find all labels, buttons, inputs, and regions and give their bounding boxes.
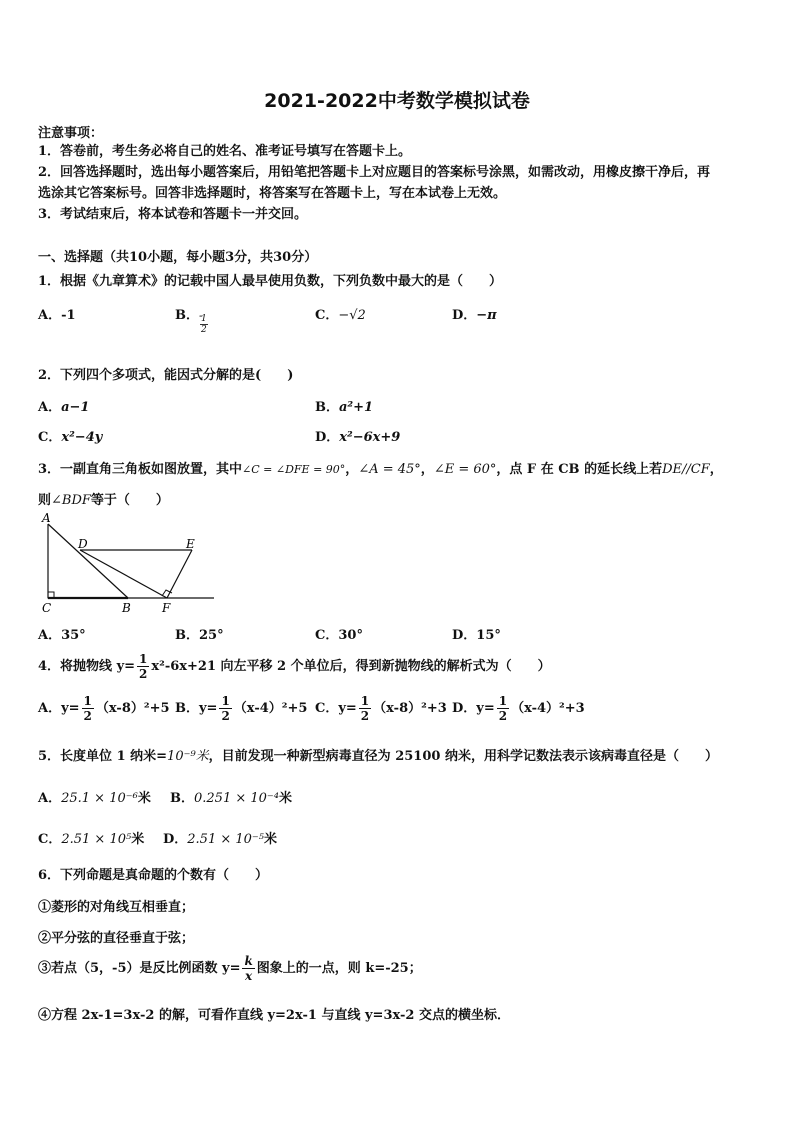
q3-stem-line1 [38, 458, 723, 477]
q1-option-a: A．-1 [38, 308, 76, 323]
q4-option-b-rest: （x-4）²+5 [233, 701, 308, 716]
q4-option-a [38, 692, 170, 726]
q5-stem [38, 745, 718, 764]
q5-stem-part1: 5．长度单位 1 纳米= [38, 749, 168, 764]
q3-sep-2: ， [420, 462, 434, 477]
q2-stem: 2．下列四个多项式，能因式分解的是( ) [38, 368, 294, 383]
q4-option-b-fraction [219, 694, 231, 723]
q5-option-c-label: C． [38, 832, 62, 847]
q4-stem-part1: 4．将抛物线 y= [38, 659, 136, 674]
q5-option-d [163, 828, 277, 847]
q2-option-d-value: x²−6x+9 [339, 430, 401, 445]
q6-statement-3-part2: 图象上的一点，则 k=-25； [256, 961, 422, 976]
fig-label-c: C [42, 601, 52, 615]
notes-heading: 注意事项： [38, 126, 104, 141]
q1-option-b-sign: - [199, 309, 203, 322]
q6-statement-1: ①菱形的对角线互相垂直； [38, 900, 195, 915]
q3-sep-1: ， [345, 462, 359, 477]
q5-option-a-value: 25.1 × 10⁻⁶ [61, 791, 138, 806]
q4-option-b-den: 2 [221, 709, 230, 723]
q2-option-b-value: a²+1 [339, 400, 374, 415]
q5-stem-part2: ，目前发现一种新型病毒直径为 25100 纳米，用科学记数法表示该病毒直径是（ ） [208, 749, 718, 764]
q5-option-a-label: A． [38, 791, 62, 806]
page-title: 2021-2022中考数学模拟试卷 [264, 90, 530, 112]
q4-numerator: 1 [139, 652, 148, 666]
q5-option-b-unit: 米 [279, 791, 293, 806]
q3-stem-part1: 3．一副直角三角板如图放置，其中 [38, 462, 243, 477]
q6-statement-3-fraction [242, 954, 254, 983]
q2-option-d [315, 426, 400, 445]
q4-stem [38, 652, 551, 682]
q4-option-c-rest: （x-8）²+3 [373, 701, 447, 716]
q1-stem: 1．根据《九章算术》的记载中国人最早使用负数，下列负数中最大的是（ ） [38, 274, 503, 289]
q6-statement-3 [38, 952, 422, 986]
q4-option-d-fraction [497, 694, 509, 723]
q5-option-b-value: 0.251 × 10⁻⁴ [194, 791, 279, 806]
q4-option-b-label: B．y= [175, 701, 218, 716]
fig-label-d: D [78, 537, 88, 551]
note-item-2-cont: 选涂其它答案标号。回答非选择题时，将答案写在答题卡上，写在本试卷上无效。 [38, 186, 507, 201]
q6-stem: 6．下列命题是真命题的个数有（ ） [38, 868, 269, 883]
q2-option-a [38, 396, 89, 415]
q3-condition-right-angles: ∠C = ∠DFE = 90° [242, 463, 346, 476]
q3-option-b: B．25° [175, 628, 224, 643]
note-item-2: 2．回答选择题时，选出每小题答案后，用铅笔把答题卡上对应题目的答案标号涂黑，如需改动，用橡皮擦干净后，再 [38, 165, 711, 180]
q6-statement-4: ④方程 2x-1=3x-2 的解，可看作直线 y=2x-1 与直线 y=3x-2 交点的横坐标． [38, 1008, 510, 1023]
q4-stem-part2: x²-6x+21 向左平移 2 个单位后，得到新抛物线的解析式为（ ） [151, 659, 551, 674]
q5-option-d-value: 2.51 × 10⁻⁵ [187, 832, 264, 847]
q4-denominator: 2 [139, 667, 148, 681]
q4-fraction [137, 652, 149, 681]
q5-option-a-unit: 米 [137, 791, 151, 806]
q3-stem-line2 [38, 489, 169, 508]
q3-angle-bdf: ∠BDF [51, 493, 91, 508]
q1-option-d [452, 304, 497, 323]
q4-option-c-den: 2 [360, 709, 370, 723]
q4-option-b-num: 1 [221, 694, 230, 708]
q5-option-b-label: B． [170, 791, 194, 806]
q3-option-d: D．15° [452, 628, 501, 643]
q3-condition-parallel: DE//CF [662, 462, 710, 477]
q6-fraction-num: k [244, 954, 253, 968]
q1-option-c-value: −√2 [338, 308, 366, 323]
fig-line-df [80, 550, 167, 598]
q4-option-a-label: A．y= [38, 701, 80, 716]
q4-option-a-rest: （x-8）²+5 [95, 701, 170, 716]
q1-option-b [175, 304, 203, 323]
q5-option-d-label: D． [163, 832, 188, 847]
q2-option-d-label: D． [315, 430, 340, 445]
q4-option-b [175, 692, 307, 726]
q4-option-d-num: 1 [498, 694, 508, 708]
fig-label-a: A [42, 511, 51, 525]
q3-option-c: C．30° [315, 628, 363, 643]
q4-option-d-den: 2 [498, 709, 508, 723]
q4-option-d [452, 692, 585, 726]
q6-fraction-den: x [245, 969, 253, 983]
q3-stem-part2: ，点 F 在 CB 的延长线上若 [496, 462, 663, 477]
q4-option-c [315, 692, 447, 726]
q2-option-c-value: x²−4y [61, 430, 103, 445]
q4-option-a-num: 1 [83, 694, 92, 708]
q1-option-d-value: −π [476, 308, 497, 323]
q2-option-a-value: a−1 [61, 400, 90, 415]
section-heading: 一、选择题（共10小题，每小题3分，共30分） [38, 250, 318, 265]
q1-option-b-label: B． [175, 308, 199, 323]
q4-option-c-fraction [359, 694, 371, 723]
q5-option-c [38, 828, 144, 847]
q4-option-a-fraction [82, 694, 94, 723]
q5-option-b [170, 787, 292, 806]
note-item-1: 1．答卷前，考生务必将自己的姓名、准考证号填写在答题卡上。 [38, 144, 412, 159]
q1-option-d-label: D． [452, 308, 477, 323]
q6-statement-2: ②平分弦的直径垂直于弦； [38, 931, 195, 946]
fig-label-b: B [122, 601, 131, 615]
q5-option-c-value: 2.51 × 10⁵ [61, 832, 132, 847]
q3-option-a: A．35° [38, 628, 86, 643]
q2-option-b-label: B． [315, 400, 339, 415]
q1-b-numerator: 1 [201, 314, 207, 324]
q3-stem-part3: ， [709, 462, 723, 477]
q5-option-d-unit: 米 [264, 832, 278, 847]
q6-statement-3-part1: ③若点（5，-5）是反比例函数 y= [38, 961, 241, 976]
q4-option-d-rest: （x-4）²+3 [511, 701, 585, 716]
q5-unit: 10⁻⁹米 [167, 749, 209, 764]
q1-option-c-label: C． [315, 308, 339, 323]
fig-line-ab [48, 524, 128, 598]
q5-option-a [38, 787, 151, 806]
note-item-3: 3．考试结束后，将本试卷和答题卡一并交回。 [38, 207, 308, 222]
q3-stem-part4: 则 [38, 493, 52, 508]
q3-condition-angle-a: ∠A = 45° [358, 462, 421, 477]
fig-line-ef [167, 550, 192, 598]
q2-option-c [38, 426, 102, 445]
q5-option-c-unit: 米 [131, 832, 145, 847]
q4-option-c-num: 1 [360, 694, 370, 708]
q2-option-b [315, 396, 373, 415]
q1-option-b-fraction [200, 314, 208, 335]
q3-condition-angle-e: ∠E = 60° [433, 462, 497, 477]
fig-label-f: F [162, 601, 171, 615]
q3-stem-part5: 等于（ ） [90, 493, 169, 508]
q2-option-c-label: C． [38, 430, 62, 445]
q4-option-d-label: D．y= [452, 701, 495, 716]
q1-option-c [315, 304, 366, 323]
q4-option-a-den: 2 [83, 709, 92, 723]
q3-figure [36, 510, 226, 616]
q2-option-a-label: A． [38, 400, 62, 415]
q4-option-c-label: C．y= [315, 701, 357, 716]
fig-label-e: E [186, 537, 195, 551]
q1-b-denominator: 2 [201, 325, 207, 335]
